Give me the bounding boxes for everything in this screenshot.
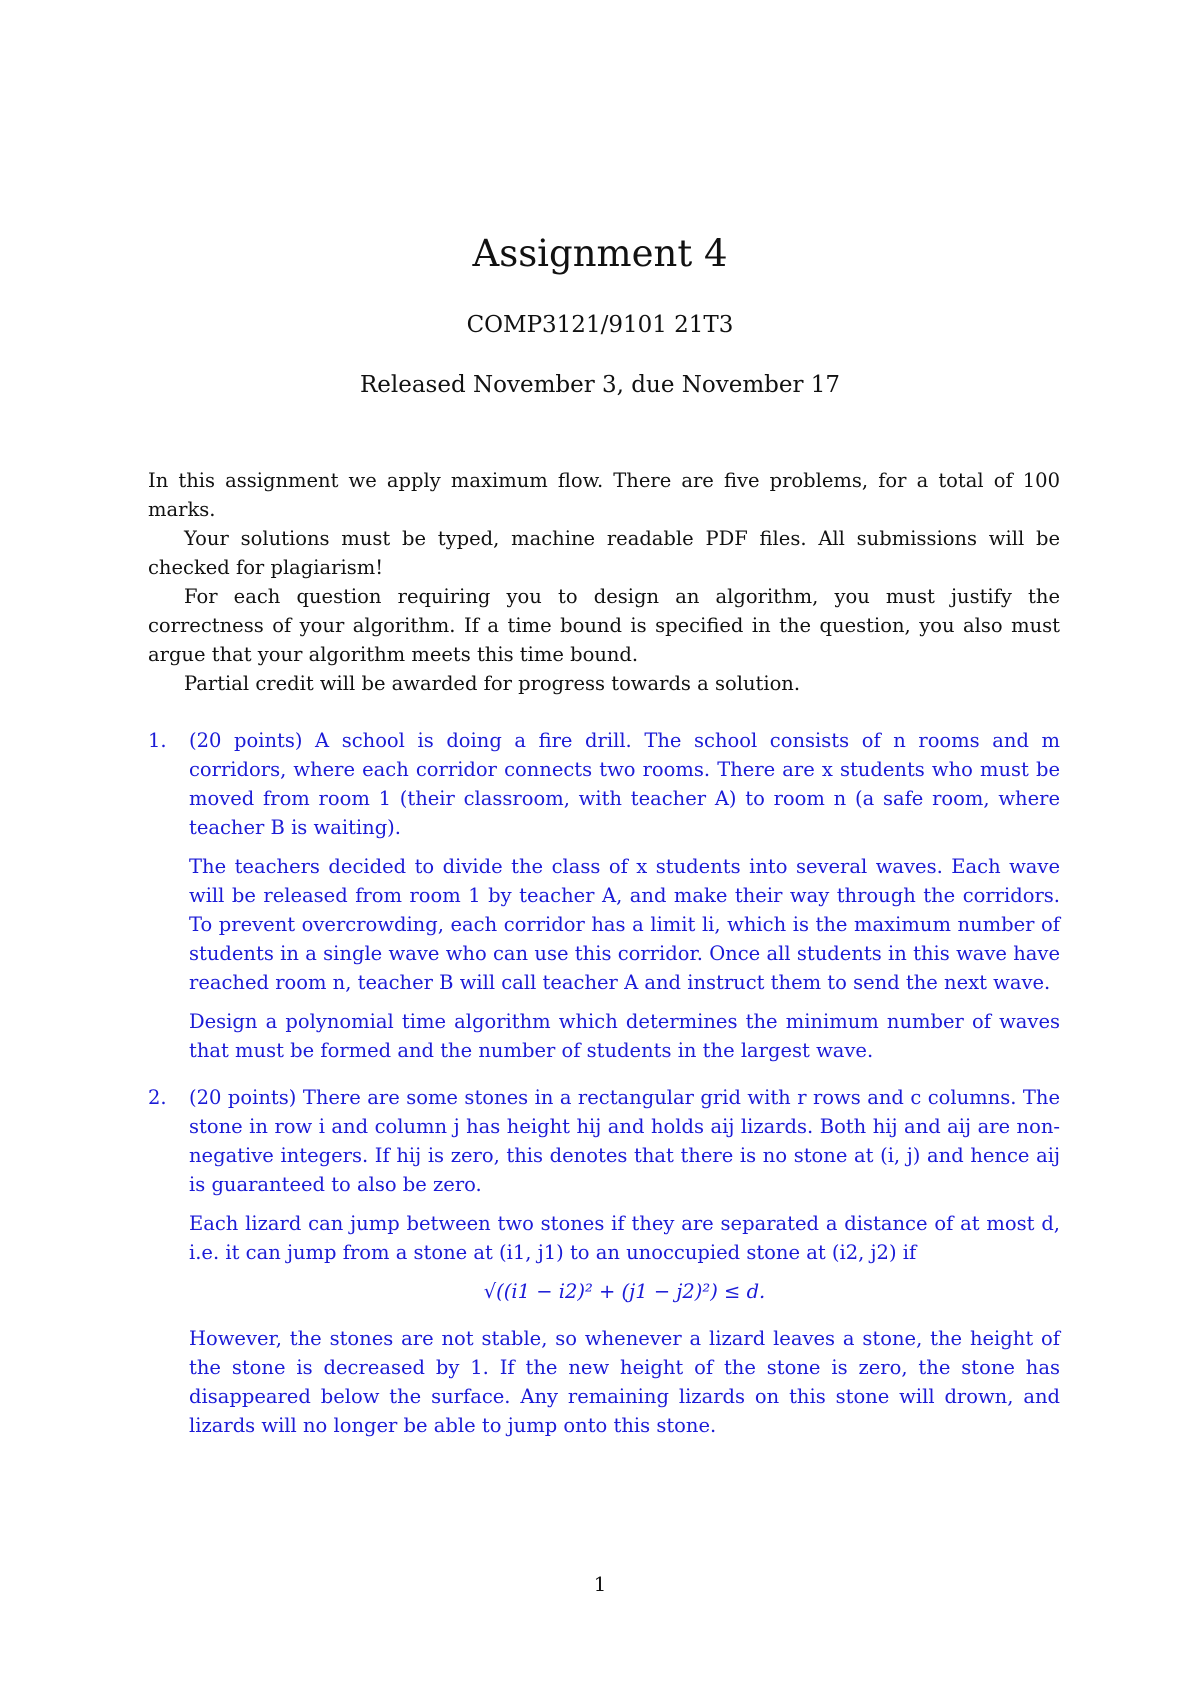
problem-2-paragraph-1: (20 points) There are some stones in a rectangular grid with r rows and c columns. The stone in row i and column j has height hij and holds aij lizards. Both hij and aij are non-negative integers. If hij is zero, this denotes that there is no stone at (i, j) and hence aij is guaranteed to also be zero. bbox=[189, 1086, 1060, 1196]
intro-section bbox=[148, 466, 1060, 698]
problem-1-paragraph-1: (20 points) A school is doing a fire drill. The school consists of n rooms and m corridors, where each corridor connects two rooms. There are x students who must be moved from room 1 (their classroom, with teacher A) to room n (a safe room, where teacher B is waiting). bbox=[189, 729, 1060, 839]
page-number: 1 bbox=[593, 1572, 607, 1596]
problem-2 bbox=[148, 1083, 1060, 1440]
problem-1-paragraph-2: The teachers decided to divide the class of x students into several waves. Each wave will be released from room 1 by teacher A, and make their way through the corridors. To prevent overcrowding, each corridor has a limit li, which is the maximum number of students in a single wave who can use this corridor. Once all students in this wave have reached room n, teacher B will call teacher A and instruct them to send the next wave. bbox=[189, 855, 1060, 994]
problem-1-paragraph-3: Design a polynomial time algorithm which determines the minimum number of waves that must be formed and the number of students in the largest wave. bbox=[189, 1010, 1060, 1062]
problem-2-paragraph-3: However, the stones are not stable, so whenever a lizard leaves a stone, the height of the stone is decreased by 1. If the new height of the stone is zero, the stone has disappeared below the surface. Any remaining lizards on this stone will drown, and lizards will no longer be able to jump onto this stone. bbox=[189, 1327, 1060, 1437]
page-title: Assignment 4 bbox=[472, 232, 728, 275]
intro-paragraph-1: In this assignment we apply maximum flow. There are five problems, for a total of 100 marks. bbox=[148, 469, 1060, 521]
distance-formula: √((i1 − i2)² + (j1 − j2)²) ≤ d. bbox=[483, 1280, 766, 1303]
intro-paragraph-3: For each question requiring you to design an algorithm, you must justify the correctness of your algorithm. If a time bound is specified in the question, you also must argue that your algorithm meets this time bound. bbox=[148, 585, 1060, 666]
release-dates: Released November 3, due November 17 bbox=[359, 372, 841, 398]
problem-number: 2. bbox=[148, 1086, 167, 1109]
problem-number: 1. bbox=[148, 729, 167, 752]
problem-2-paragraph-2: Each lizard can jump between two stones if they are separated a distance of at most d, i.e. it can jump from a stone at (i1, j1) to an unoccupied stone at (i2, j2) if bbox=[189, 1212, 1060, 1264]
course-code: COMP3121/9101 21T3 bbox=[466, 312, 734, 338]
problem-list bbox=[148, 726, 1060, 1458]
problem-1 bbox=[148, 726, 1060, 1065]
intro-paragraph-4: Partial credit will be awarded for progress towards a solution. bbox=[184, 672, 801, 695]
intro-paragraph-2: Your solutions must be typed, machine readable PDF files. All submissions will be checked for plagiarism! bbox=[148, 527, 1060, 579]
